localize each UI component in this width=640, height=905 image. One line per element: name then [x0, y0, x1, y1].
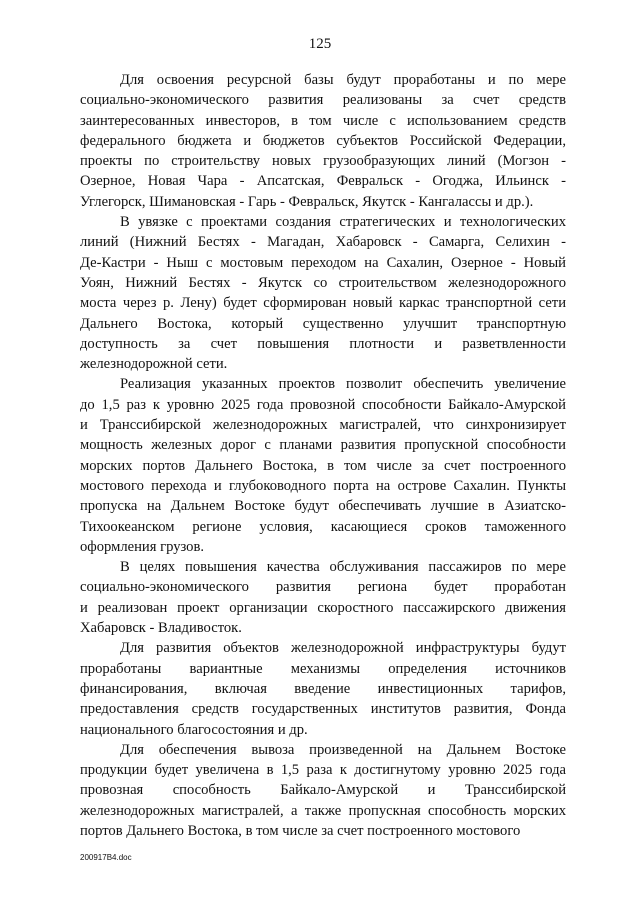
text-line: заинтересованных инвесторов, в том числе с использованием средств — [80, 112, 566, 129]
paragraph — [80, 638, 566, 739]
text-line: до 1,5 раз к уровню 2025 года провозной способности Байкало-Амурской — [80, 396, 566, 413]
paragraph — [80, 374, 566, 557]
text-line: Для освоения ресурсной базы будут проработаны и по мере — [120, 72, 566, 88]
text-line: и Транссибирской железнодорожных магистралей, что синхронизирует — [80, 417, 566, 434]
text-line: проработаны вариантные механизмы определения источников — [80, 660, 566, 677]
paragraph — [80, 70, 566, 212]
text-line: продукции будет увеличена в 1,5 раза к достигнутому уровню 2025 года — [80, 762, 566, 779]
text-line: морских портов Дальнего Востока, в том числе за счет построенного — [80, 457, 566, 474]
page-number: 125 — [308, 36, 332, 52]
text-line: Для развития объектов железнодорожной инфраструктуры будут — [120, 640, 566, 657]
paragraph — [80, 212, 566, 374]
text-line: железнодорожных магистралей, а также пропускная способность морских — [80, 802, 566, 819]
text-line: оформления грузов. — [80, 538, 205, 555]
text-line: федерального бюджета и бюджетов субъектов Российской Федерации, — [80, 132, 566, 149]
text-line: мостового перехода и глубоководного порта на острове Сахалин. Пункты — [80, 477, 566, 494]
text-line: Уоян, Нижний Бестях - Якутск со строительством железнодорожного — [80, 274, 566, 291]
footer-filename: 200917В4.doc — [80, 853, 132, 862]
text-line: доступность за счет повышения плотности и разветвленности — [80, 335, 566, 352]
text-line: и реализован проект организации скоростного пассажирского движения — [80, 599, 566, 616]
text-line: мощность железных дорог с планами развития пропускной способности — [80, 437, 566, 454]
text-line: предоставления средств государственных институтов развития, Фонда — [80, 701, 566, 718]
text-line: В увязке с проектами создания стратегических и технологических — [120, 214, 566, 231]
paragraph — [80, 557, 566, 638]
text-line: проекты по строительству новых грузообразующих линий (Могзон - — [80, 153, 566, 170]
text-line: Для обеспечения вывоза произведенной на Дальнем Востоке — [120, 741, 566, 758]
text-line: провозная способность Байкало-Амурской и Транссибирской — [80, 782, 566, 799]
text-line: моста через р. Лену) будет сформирован новый каркас транспортной сети — [80, 295, 566, 312]
text-line: пропуска на Дальнем Востоке будут обеспечивать лучшие в Азиатско- — [80, 498, 566, 515]
text-line: Хабаровск - Владивосток. — [80, 620, 242, 637]
text-line: линий (Нижний Бестях - Магадан, Хабаровск - Самарга, Селихин - — [80, 234, 566, 251]
paragraph — [80, 740, 566, 841]
text-line: железнодорожной сети. — [80, 356, 228, 373]
text-line: социально-экономического развития региона будет проработан — [80, 579, 566, 596]
text-line: Реализация указанных проектов позволит обеспечить увеличение — [120, 376, 566, 393]
text-line: национального благосостояния и др. — [80, 721, 308, 738]
text-line: Углегорск, Шимановская - Гарь - Февральск, Якутск - Кангалассы и др.). — [80, 193, 534, 210]
text-line: портов Дальнего Востока, в том числе за счет построенного мостового — [80, 822, 521, 839]
text-line: Дальнего Востока, который существенно улучшит транспортную — [80, 315, 566, 332]
text-line: В целях повышения качества обслуживания пассажиров по мере — [120, 559, 566, 576]
text-line: Де-Кастри - Ныш с мостовым переходом на Сахалин, Озерное - Новый — [80, 254, 566, 271]
text-line: социально-экономического развития реализованы за счет средств — [80, 92, 566, 109]
text-line: финансирования, включая введение инвестиционных тарифов, — [80, 680, 566, 697]
text-line: Тихоокеанском регионе условия, касающиеся сроков таможенного — [80, 518, 566, 535]
text-line: Озерное, Новая Чара - Апсатская, Февральск - Огоджа, Ильинск - — [80, 173, 566, 190]
document-body — [80, 70, 566, 841]
